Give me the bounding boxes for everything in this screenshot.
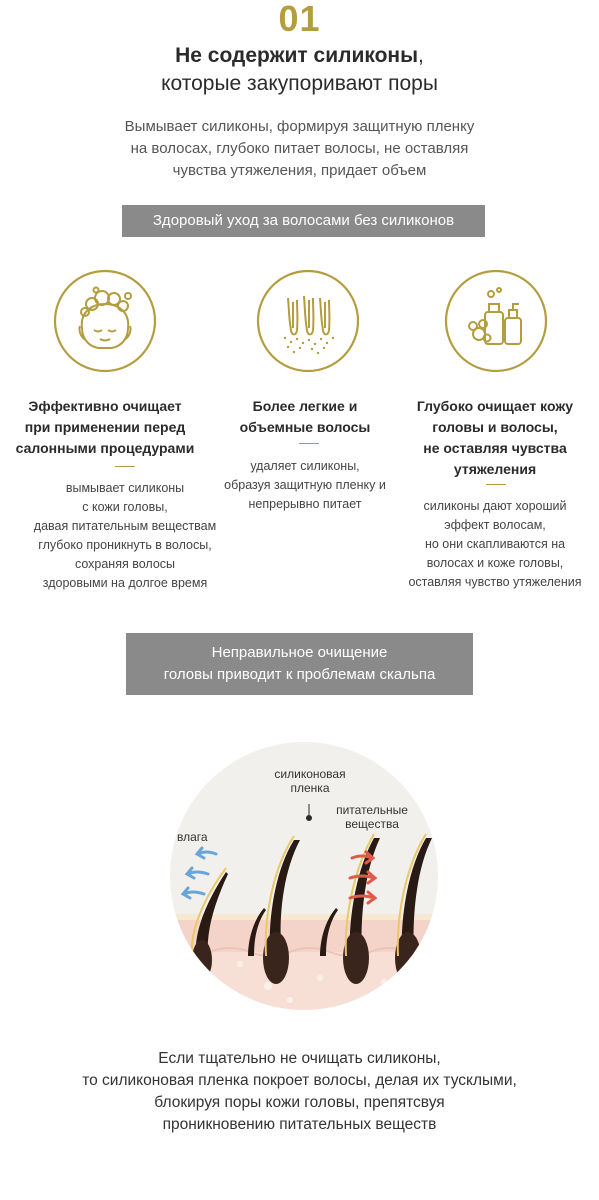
divider: [486, 484, 506, 485]
label-line: питательные: [336, 803, 408, 817]
bottom-line: проникновению питательных веществ: [162, 1116, 437, 1133]
feature-title-line: Более легкие и: [252, 398, 358, 414]
page-title: [0, 42, 599, 98]
feature-title-line: Глубоко очищает кожу: [416, 398, 574, 414]
feature-title: [395, 396, 595, 480]
desc-line: волосах и коже головы,: [426, 556, 564, 570]
desc-line: здоровыми на долгое время: [42, 576, 208, 590]
label-silicone-film: [250, 767, 370, 795]
banner-wrong-cleansing: [126, 633, 473, 695]
banner-line: головы приводит к проблемам скальпа: [163, 666, 436, 683]
bottom-line: то силиконовая пленка покроет волосы, делая их тусклыми,: [82, 1072, 517, 1089]
desc-line: глубоко проникнуть в волосы,: [38, 538, 212, 552]
intro-line: чувства утяжеления, придает объем: [172, 162, 427, 179]
feature-title-line: при применении перед: [24, 419, 186, 435]
bottom-text: [0, 1048, 599, 1136]
feature-title-line: Эффективно очищает: [28, 398, 182, 414]
desc-line: образуя защитную пленку и: [224, 478, 386, 492]
desc-line: удаляет силиконы,: [250, 459, 360, 473]
feature-title-line: утяжеления: [453, 461, 537, 477]
feature-description: [195, 457, 415, 514]
desc-line: эффект волосам,: [444, 518, 546, 532]
banner-healthy-care: Здоровый уход за волосами без силиконов: [122, 205, 485, 237]
desc-line: силиконы дают хороший: [423, 499, 567, 513]
title-bold: Не содержит силиконы: [175, 44, 419, 67]
feature-title: [10, 396, 200, 459]
label-line: вещества: [345, 817, 399, 831]
divider: [115, 466, 135, 467]
label-moisture: влага: [177, 830, 208, 844]
feature-title-line: головы и волосы,: [432, 419, 558, 435]
desc-line: оставляя чувство утяжеления: [408, 575, 582, 589]
title-line2: которые закупоривают поры: [161, 72, 438, 95]
bottom-line: блокируя поры кожи головы, препятсвуя: [154, 1094, 445, 1111]
feature-description: [385, 497, 599, 592]
intro-line: Вымывает силиконы, формируя защитную пленку: [124, 118, 475, 135]
section-number: 01: [278, 0, 321, 39]
desc-line: давая питательным веществам: [33, 519, 217, 533]
feature-title-line: не оставляя чувства: [423, 440, 567, 456]
banner-line: Неправильное очищение: [211, 644, 388, 661]
feature-title-line: салонными процедурами: [15, 440, 195, 456]
intro-line: на волосах, глубоко питает волосы, не оставляя: [130, 140, 469, 157]
label-line: пленка: [290, 781, 330, 795]
desc-line: непрерывно питает: [248, 497, 362, 511]
feature-title-line: объемные волосы: [239, 419, 371, 435]
intro-text: [0, 116, 599, 182]
desc-line: но они скапливаются на: [424, 537, 566, 551]
label-line: силиконовая: [274, 767, 346, 781]
bottles-foam-icon: [443, 268, 549, 378]
title-comma: ,: [418, 44, 424, 67]
washing-face-icon: [52, 268, 158, 378]
label-nutrients: [322, 803, 422, 831]
desc-line: сохраняя волосы: [74, 557, 176, 571]
desc-line: с кожи головы,: [82, 500, 168, 514]
desc-line: вымывает силиконы: [65, 481, 185, 495]
divider: [299, 443, 319, 444]
bottom-line: Если тщательно не очищать силиконы,: [158, 1050, 441, 1067]
hair-follicle-icon: [255, 268, 361, 378]
feature-title: [210, 396, 400, 438]
